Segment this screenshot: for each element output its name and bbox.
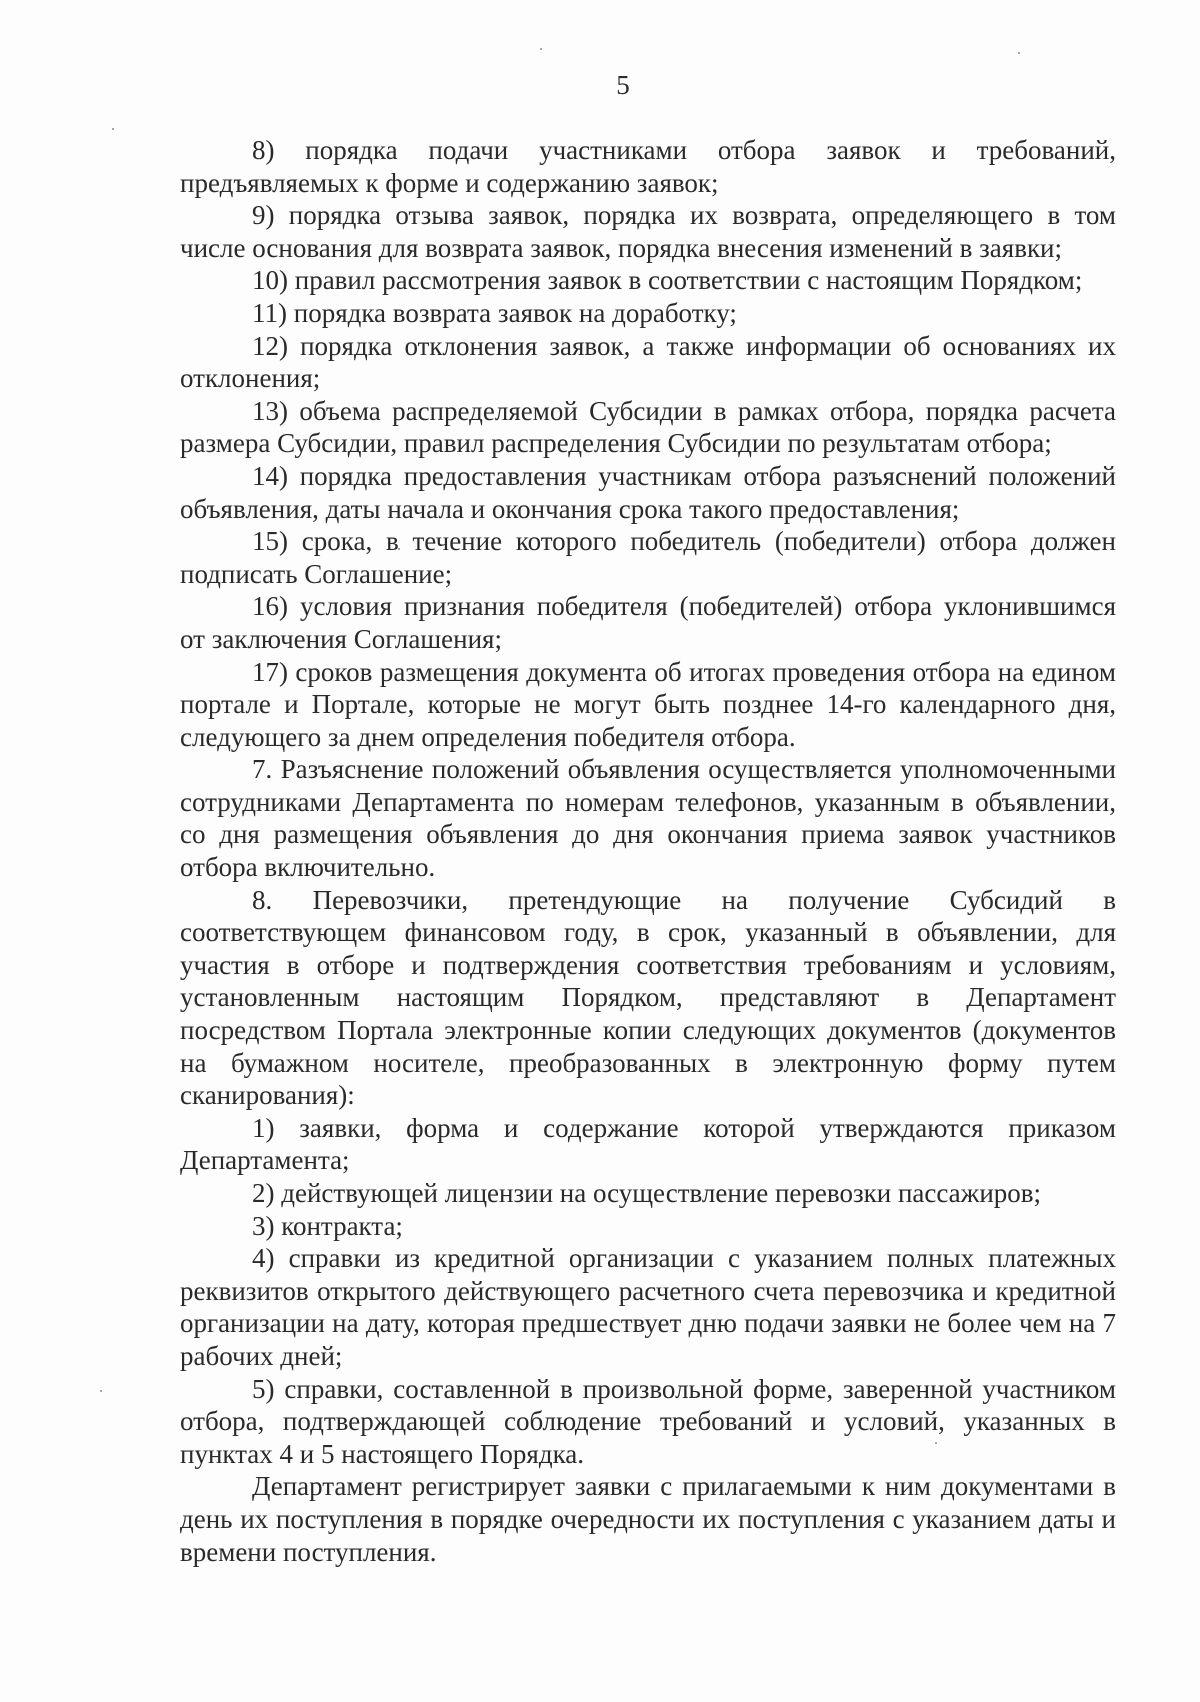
list-item-12: 12) порядка отклонения заявок, а также информации об основаниях их отклонения;: [180, 330, 1116, 394]
section-7-paragraph: 7. Разъяснение положений объявления осуществляется уполномоченными сотрудниками Департамента по номерам телефонов, указанным в объявлении, со дня размещения объявления до дня окончания приема заявок участников отбора включительно.: [180, 754, 1116, 883]
list-item-13: 13) объема распределяемой Субсидии в рамках отбора, порядка расчета размера Субсидии, правил распределения Субсидии по результатам отбора;: [180, 395, 1116, 459]
list-item-8: 8) порядка подачи участниками отбора заявок и требований, предъявляемых к форме и содержанию заявок;: [180, 135, 1116, 198]
list-item-11: 11) порядка возврата заявок на доработку;: [252, 297, 737, 328]
list-item-17: 17) сроков размещения документа об итогах проведения отбора на едином портале и Портале, которые не могут быть позднее 14-го календарного дня, следующего за днем определения победителя отбора.: [180, 656, 1116, 752]
document-item-3: 3) контракта;: [252, 1210, 403, 1241]
document-item-5: 5) справки, составленной в произвольной форме, заверенной участником отбора, подтверждающей соблюдение требований и условий, указанных в пунктах 4 и 5 настоящего Порядка.: [180, 1373, 1116, 1469]
registration-paragraph: Департамент регистрирует заявки с прилагаемыми к ним документами в день их поступления в порядке очередности их поступления с указанием даты и времени поступления.: [180, 1471, 1116, 1567]
list-item-15: 15) срока, в течение которого победитель (победители) отбора должен подписать Соглашение;: [180, 526, 1116, 589]
scan-speck: [100, 1390, 102, 1392]
scan-speck: [540, 48, 542, 50]
document-body: [180, 134, 1116, 1568]
document-item-4: 4) справки из кредитной организации с указанием полных платежных реквизитов открытого действующего расчетного счета перевозчика и кредитной организации на дату, которая предшествует дню подачи заявки не более чем на 7 рабочих дней;: [180, 1243, 1116, 1371]
document-item-1: 1) заявки, форма и содержание которой утверждаются приказом Департамента;: [180, 1112, 1116, 1176]
page-number: 5: [616, 70, 630, 100]
scan-speck: [1018, 52, 1020, 54]
list-item-9: 9) порядка отзыва заявок, порядка их возврата, определяющего в том числе основания для возврата заявок, порядка внесения изменений в заявки;: [180, 200, 1116, 263]
list-item-16: 16) условия признания победителя (победителей) отбора уклонившимся от заключения Соглашения;: [180, 591, 1116, 654]
list-item-14: 14) порядка предоставления участникам отбора разъяснений положений объявления, даты начала и окончания срока такого предоставления;: [180, 460, 1116, 524]
document-item-2: 2) действующей лицензии на осуществление перевозки пассажиров;: [252, 1178, 1042, 1208]
scan-speck: [112, 128, 114, 130]
section-8-paragraph: 8. Перевозчики, претендующие на получение Субсидий в соответствующем финансовом году, в срок, указанный в объявлении, для участия в отборе и подтверждения соответствия требованиям и условиям, установленным настоящим Порядком, представляют в Департамент посредством Портала электронные копии следующих документов (документов на бумажном носителе, преобразованных в электронную форму путем сканирования):: [180, 884, 1116, 1111]
list-item-10: 10) правил рассмотрения заявок в соответствии с настоящим Порядком;: [252, 265, 1083, 296]
